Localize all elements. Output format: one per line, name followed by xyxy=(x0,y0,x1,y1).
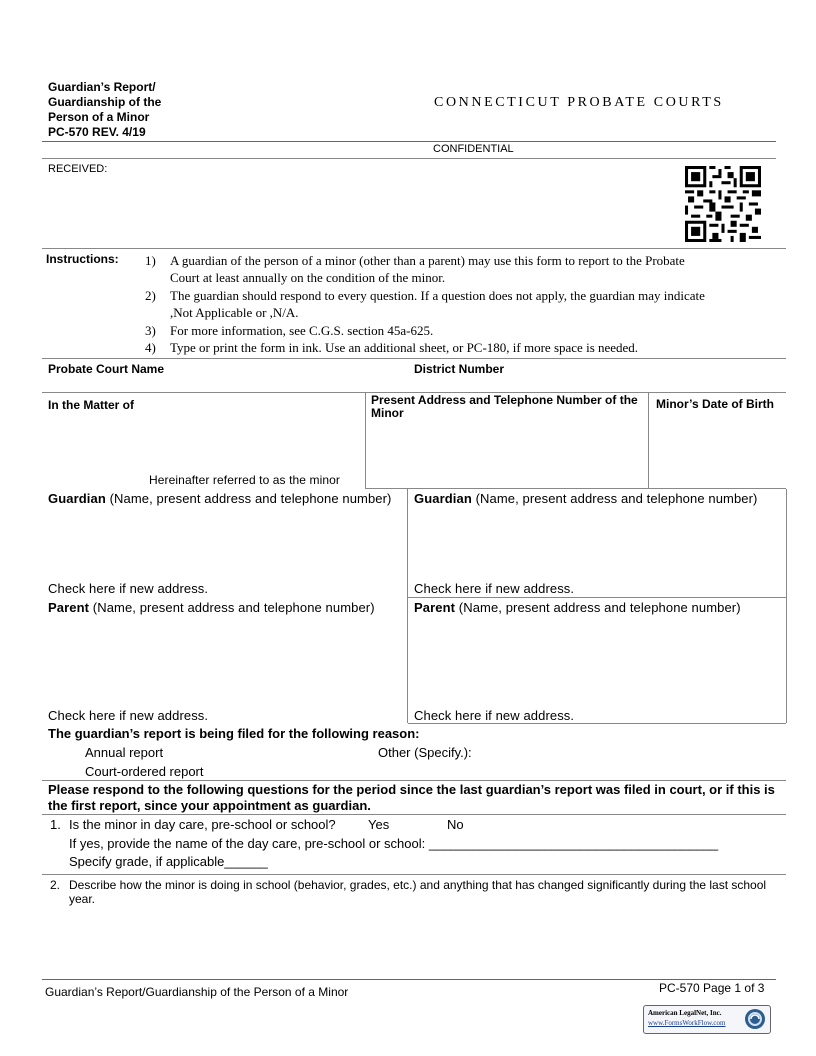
question-2-number: 2. xyxy=(50,878,61,892)
question-1-no[interactable]: No xyxy=(447,817,464,832)
guardian-label-bold: Guardian xyxy=(414,491,472,506)
form-title-line: Person of a Minor xyxy=(48,110,150,124)
guardian-field-2[interactable] xyxy=(408,489,786,597)
question-2-text: Describe how the minor is doing in school (behavior, grades, etc.) and anything that has changed significantly during the last school year. xyxy=(69,878,767,906)
guardian-label-desc: (Name, present address and telephone number) xyxy=(105,491,392,506)
instructions-label: Instructions: xyxy=(46,252,119,266)
logo-line-2: www.FormsWorkFlow.com xyxy=(648,1019,726,1027)
footer-page-number: PC-570 Page 1 of 3 xyxy=(659,981,765,995)
guardian-label xyxy=(414,491,757,506)
form-title-line: Guardian’s Report/ xyxy=(48,80,156,94)
parent-field-2[interactable] xyxy=(408,598,786,723)
parent-label xyxy=(48,600,375,615)
legalnet-logo[interactable] xyxy=(643,1005,771,1034)
reason-heading: The guardian’s report is being filed for the following reason: xyxy=(48,726,420,741)
divider xyxy=(42,814,786,815)
parent-field-1[interactable] xyxy=(42,598,406,723)
guardian-field-1[interactable] xyxy=(42,489,406,597)
instruction-text: A guardian of the person of a minor (other than a parent) may use this form to report to the Probate xyxy=(170,253,685,268)
guardian-label-desc: (Name, present address and telephone number) xyxy=(471,491,758,506)
confidential-label: CONFIDENTIAL xyxy=(433,143,514,155)
in-the-matter-of-field[interactable] xyxy=(42,393,365,488)
divider xyxy=(42,780,786,781)
respond-heading: Please respond to the following questions for the period since the last guardian’s report was filed in court, or if this is the first report, since your appointment as guardian. xyxy=(48,782,775,813)
check-new-address[interactable]: Check here if new address. xyxy=(48,708,209,723)
check-new-address[interactable]: Check here if new address. xyxy=(414,708,575,723)
instruction-number: 1) xyxy=(145,253,156,268)
court-name: CONNECTICUT PROBATE COURTS xyxy=(434,95,724,110)
probate-court-name-field[interactable] xyxy=(42,359,402,392)
instruction-number: 4) xyxy=(145,340,156,355)
divider xyxy=(42,874,786,875)
probate-court-name-label: Probate Court Name xyxy=(48,362,165,376)
qr-code xyxy=(685,166,761,242)
question-1-yes[interactable]: Yes xyxy=(368,817,390,832)
parent-label-bold: Parent xyxy=(414,600,456,615)
court-ordered-option[interactable]: Court-ordered report xyxy=(85,764,204,779)
parent-label xyxy=(414,600,741,615)
guardian-label-bold: Guardian xyxy=(48,491,106,506)
divider xyxy=(408,723,786,724)
question-1-school-name[interactable]: If yes, provide the name of the day care, pre-school or school: ________________________________________ xyxy=(69,836,719,851)
minor-address-label: Present Address and Telephone Number of the Minor xyxy=(371,393,638,420)
instruction-text: ,Not Applicable or ,N/A. xyxy=(170,305,299,320)
question-1-text: Is the minor in day care, pre-school or school? xyxy=(69,817,336,832)
annual-report-option[interactable]: Annual report xyxy=(85,745,164,760)
form-title xyxy=(48,80,161,140)
instruction-text: For more information, see C.G.S. section 45a-625. xyxy=(170,323,434,338)
divider xyxy=(42,979,776,980)
district-number-field[interactable] xyxy=(408,359,786,392)
instruction-number: 3) xyxy=(145,323,156,338)
question-1-grade[interactable]: Specify grade, if applicable______ xyxy=(69,854,268,869)
instruction-text: Court at least annually on the condition of the minor. xyxy=(170,270,446,285)
hereinafter-label: Hereinafter referred to as the minor xyxy=(149,473,341,487)
guardian-label xyxy=(48,491,391,506)
parent-label-desc: (Name, present address and telephone number) xyxy=(89,600,375,615)
other-option[interactable]: Other (Specify.): xyxy=(378,745,472,760)
received-label: RECEIVED: xyxy=(48,163,108,175)
instruction-text: Type or print the form in ink. Use an additional sheet, or PC-180, if more space is needed. xyxy=(170,340,639,355)
in-the-matter-of-label: In the Matter of xyxy=(48,398,134,412)
form-title-line: Guardianship of the xyxy=(48,95,162,109)
globe-icon xyxy=(744,1008,766,1030)
question-1-number: 1. xyxy=(50,817,61,832)
check-new-address[interactable]: Check here if new address. xyxy=(414,581,575,596)
divider xyxy=(42,158,776,159)
footer-title: Guardian’s Report/Guardianship of the Person of a Minor xyxy=(45,985,349,999)
parent-label-bold: Parent xyxy=(48,600,90,615)
divider xyxy=(42,141,776,142)
instruction-text: The guardian should respond to every question. If a question does not apply, the guardian may indicate xyxy=(170,288,705,303)
divider xyxy=(786,489,787,723)
logo-line-1: American LegalNet, Inc. xyxy=(648,1009,722,1017)
parent-label-desc: (Name, present address and telephone number) xyxy=(455,600,741,615)
minor-address-field[interactable] xyxy=(366,393,648,488)
instruction-number: 2) xyxy=(145,288,156,303)
district-number-label: District Number xyxy=(414,362,505,376)
minor-dob-label: Minor’s Date of Birth xyxy=(656,397,775,411)
check-new-address[interactable]: Check here if new address. xyxy=(48,581,209,596)
divider xyxy=(42,248,786,249)
minor-dob-field[interactable] xyxy=(649,393,786,488)
form-number: PC-570 REV. 4/19 xyxy=(48,125,146,139)
